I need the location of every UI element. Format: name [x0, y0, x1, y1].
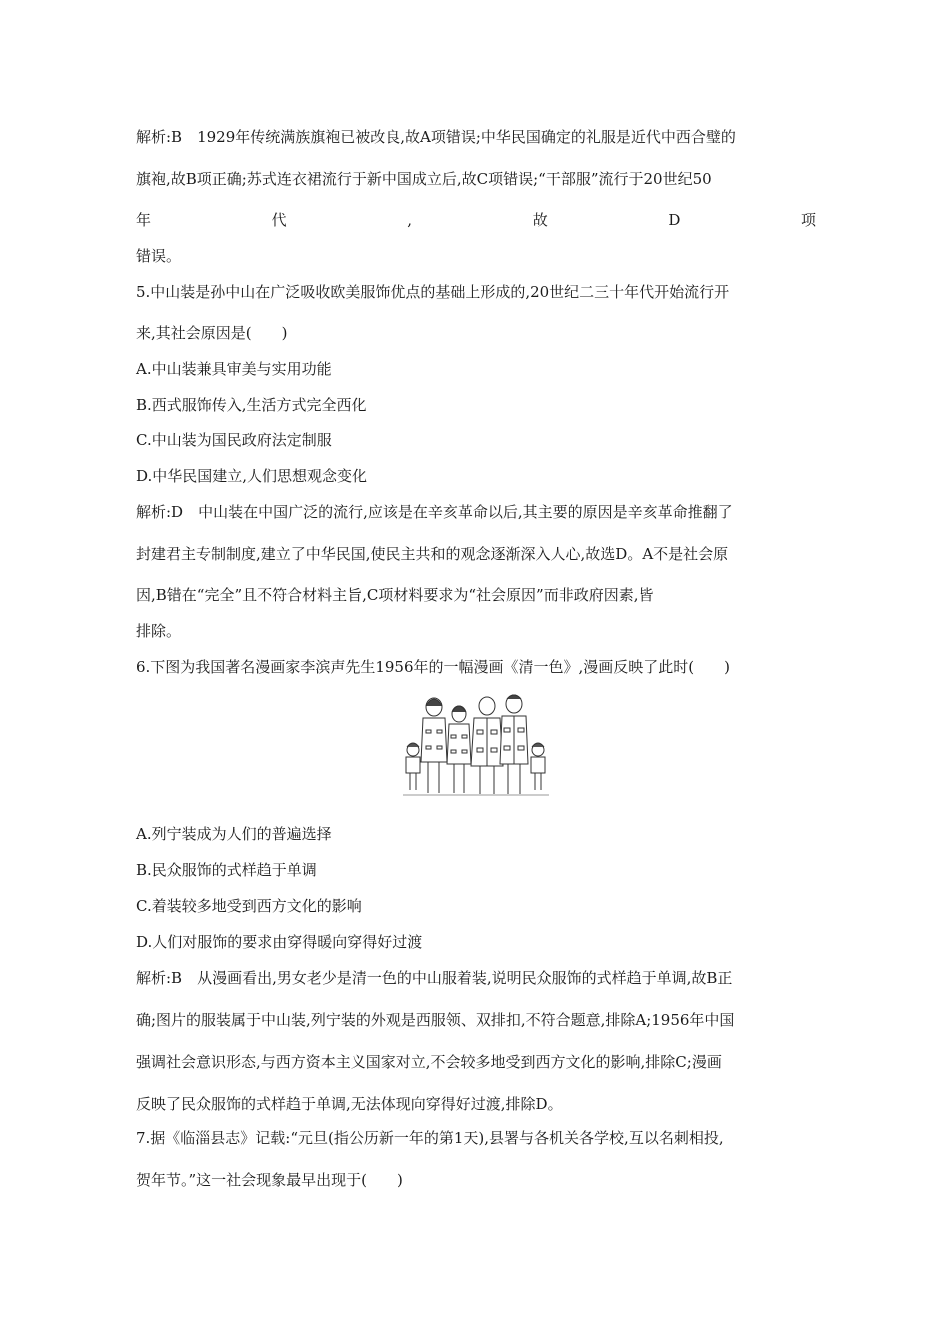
cartoon-image	[401, 690, 551, 798]
q5-analysis-line-3: 因,B错在“完全”且不符合材料主旨,C项材料要求为“社会原因”而非政府因素,皆	[136, 586, 654, 604]
q5-option-b: B.西式服饰传入,生活方式完全西化	[136, 396, 367, 414]
q6-stem: 6.下图为我国著名漫画家李滨声先生1956年的一幅漫画《清一色》,漫画反映了此时( )	[136, 658, 730, 676]
justified-word: 代	[271, 211, 287, 229]
q6-option-d: D.人们对服饰的要求由穿得暖向穿得好过渡	[136, 933, 423, 951]
justified-word: 项	[800, 211, 816, 229]
q5-option-c: C.中山装为国民政府法定制服	[136, 431, 332, 449]
figure-child-left	[406, 743, 420, 790]
q5-stem-line-2: 来,其社会原因是( )	[136, 324, 288, 342]
justified-word: D	[668, 211, 681, 229]
q6-analysis-line-3: 强调社会意识形态,与西方资本主义国家对立,不会较多地受到西方文化的影响,排除C;漫画	[136, 1053, 722, 1071]
figure-man-2	[500, 695, 528, 794]
q5-analysis-line-4: 排除。	[136, 622, 182, 640]
q5-option-a: A.中山装兼具审美与实用功能	[136, 360, 332, 378]
figure-child-right	[531, 743, 545, 790]
justified-word: ,	[407, 211, 413, 229]
q7-stem-line-2: 贺年节。”这一社会现象最早出现于( )	[136, 1171, 403, 1189]
q5-stem-line-1: 5.中山装是孙中山在广泛吸收欧美服饰优点的基础上形成的,20世纪二三十年代开始流行开	[136, 283, 730, 301]
q6-option-b: B.民众服饰的式样趋于单调	[136, 861, 317, 879]
q6-option-a: A.列宁装成为人们的普遍选择	[136, 825, 332, 843]
q4-analysis-line-4: 错误。	[136, 247, 182, 265]
q6-analysis-line-2: 确;图片的服装属于中山装,列宁装的外观是西服领、双排扣,不符合题意,排除A;1956年中国	[136, 1011, 735, 1029]
figure-woman-1	[421, 698, 447, 793]
q4-analysis-line-3	[136, 210, 816, 230]
justified-word: 年	[136, 211, 152, 229]
justified-word: 故	[532, 211, 548, 229]
q5-analysis-line-1: 解析:D 中山装在中国广泛的流行,应该是在辛亥革命以后,其主要的原因是辛亥革命推翻了	[136, 503, 733, 521]
q6-option-c: C.着装较多地受到西方文化的影响	[136, 897, 362, 915]
q4-analysis-line-1: 解析:B 1929年传统满族旗袍已被改良,故A项错误;中华民国确定的礼服是近代中西合璧的	[136, 128, 736, 146]
q4-analysis-line-2: 旗袍,故B项正确;苏式连衣裙流行于新中国成立后,故C项错误;“干部服”流行于20世纪50	[136, 170, 712, 188]
q5-option-d: D.中华民国建立,人们思想观念变化	[136, 467, 368, 485]
q6-analysis-line-1: 解析:B 从漫画看出,男女老少是清一色的中山服着装,说明民众服饰的式样趋于单调,故B正	[136, 969, 733, 987]
figure-woman-2	[447, 706, 471, 793]
q7-stem-line-1: 7.据《临淄县志》记载:“元旦(指公历新一年的第1天),县署与各机关各学校,互以名刺相投,	[136, 1129, 724, 1147]
q6-analysis-line-4: 反映了民众服饰的式样趋于单调,无法体现向穿得好过渡,排除D。	[136, 1095, 563, 1113]
figure-man-1	[471, 697, 503, 794]
q5-analysis-line-2: 封建君主专制制度,建立了中华民国,使民主共和的观念逐渐深入人心,故选D。A不是社会原	[136, 545, 729, 563]
